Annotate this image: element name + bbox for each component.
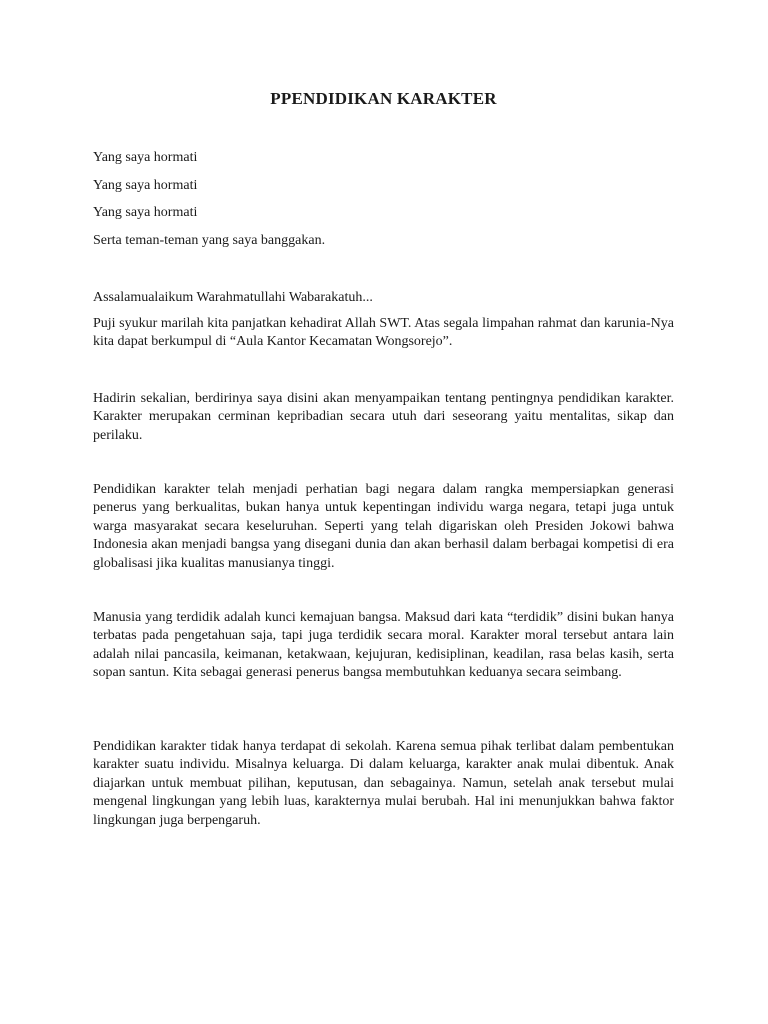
greeting-line: Yang saya hormati xyxy=(93,150,198,165)
body-paragraph: Hadirin sekalian, berdirinya saya disini akan menyampaikan tentang pentingnya pendidikan karakter. Karakter merupakan cerminan kepribadian secara utuh dari seseorang yaitu mentalitas, sikap dan perilaku. xyxy=(93,391,674,443)
greeting-line: Serta teman-teman yang saya banggakan. xyxy=(93,232,326,248)
greeting-line: Yang saya hormati xyxy=(93,177,198,193)
body-paragraph: Pendidikan karakter tidak hanya terdapat di sekolah. Karena semua pihak terlibat dalam pembentukan karakter suatu individu. Misalnya keluarga. Di dalam keluarga, karakter anak mulai dibentuk. Anak diajarkan untuk membuat pilihan, keputusan, dan sebagainya. Namun, setelah anak tersebut mulai mengenal lingkungan yang lebih luas, karakternya mulai berubah. Hal ini menunjukkan bahwa faktor lingkungan juga berpengaruh. xyxy=(93,739,674,828)
body-paragraph: Pendidikan karakter telah menjadi perhatian bagi negara dalam rangka mempersiapkan generasi penerus yang berkualitas, bukan hanya untuk kepentingan individu warga negara, tetapi juga untuk warga masyarakat secara keseluruhan. Seperti yang telah digariskan oleh Presiden Jokowi bahwa Indonesia akan menjadi bangsa yang disegani dunia dan akan berhasil dalam berbagai kompetisi di era globalisasi jika kualitas manusianya tinggi. xyxy=(93,482,674,571)
document-title: PPENDIDIKAN KARAKTER xyxy=(270,89,497,108)
body-paragraph: Puji syukur marilah kita panjatkan kehadirat Allah SWT. Atas segala limpahan rahmat dan karunia-Nya kita dapat berkumpul di “Aula Kantor Kecamatan Wongsorejo”. xyxy=(93,316,674,350)
body-paragraph: Manusia yang terdidik adalah kunci kemajuan bangsa. Maksud dari kata “terdidik” disini bukan hanya terbatas pada pengetahuan saja, tapi juga terdidik secara moral. Karakter moral tersebut antara lain adalah nilai pancasila, keimanan, ketakwaan, kejujuran, kedisiplinan, keadilan, rasa belas kasih, serta sopan santun. Kita sebagai generasi penerus bangsa membutuhkan keduanya secara seimbang. xyxy=(93,610,674,681)
salam-opening: Assalamualaikum Warahmatullahi Wabarakatuh... xyxy=(93,290,373,305)
greeting-line: Yang saya hormati xyxy=(93,205,198,220)
greeting-list xyxy=(93,149,674,259)
